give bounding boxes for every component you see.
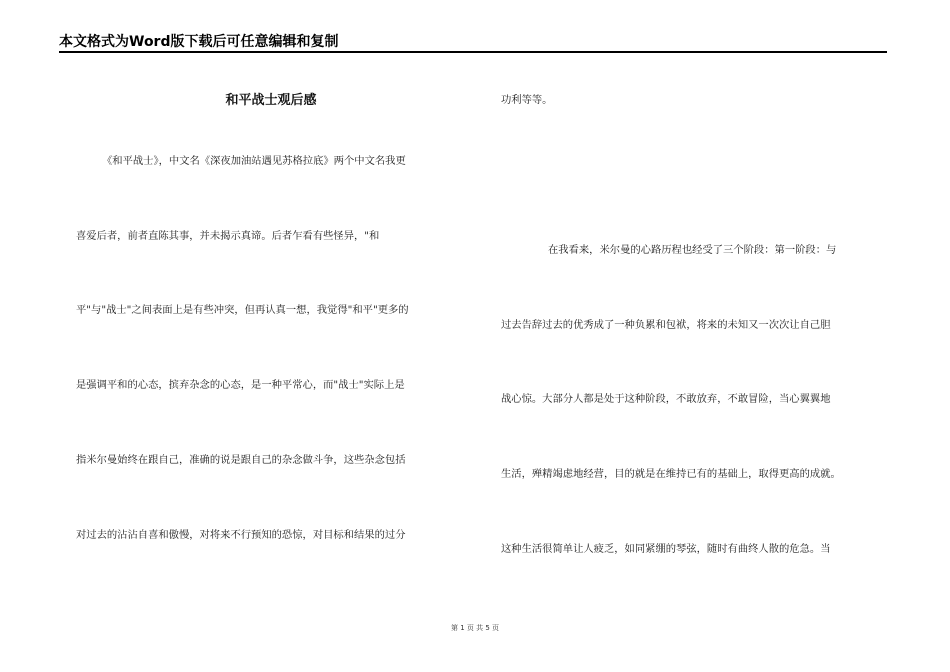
page-header — [59, 33, 887, 53]
left-paragraph-line: 喜爱后者，前者直陈其事，并未揭示真谛。后者乍看有些怪异，"和 — [76, 230, 380, 242]
right-paragraph-line: 生活，殚精竭虑地经营，目的就是在维持已有的基础上，取得更高的成就。 — [501, 468, 841, 480]
header-divider — [59, 51, 887, 53]
document-title: 和平战士观后感 — [225, 93, 317, 108]
right-paragraph-line: 这种生活很简单让人疲乏，如同紧绷的琴弦，随时有曲终人散的危急。当 — [501, 543, 831, 555]
header-text: 本文格式为Word版下载后可任意编辑和复制 — [59, 34, 339, 50]
left-paragraph-line: 平"与"战士"之间表面上是有些冲突，但再认真一想，我觉得"和平"更多的 — [76, 304, 409, 316]
left-paragraph-line: 《和平战士》，中文名《深夜加油站遇见苏格拉底》两个中文名我更 — [102, 155, 406, 167]
right-paragraph-line: 功利等等。 — [501, 94, 553, 106]
left-paragraph-line: 对过去的沾沾自喜和傲慢，对将来不行预知的恐惊，对目标和结果的过分 — [76, 529, 406, 541]
left-paragraph-line: 指米尔曼始终在跟自己，准确的说是跟自己的杂念做斗争，这些杂念包括 — [76, 454, 406, 466]
right-paragraph-line: 过去告辞过去的优秀成了一种负累和包袱，将来的未知又一次次让自己胆 — [501, 319, 831, 331]
left-paragraph-line: 是强调平和的心态，摈弃杂念的心态，是一种平常心，而"战士"实际上是 — [76, 379, 405, 391]
right-paragraph-line: 在我看来，米尔曼的心路历程也经受了三个阶段：第一阶段：与 — [548, 244, 837, 256]
page-number: 第 1 页 共 5 页 — [450, 624, 500, 632]
right-paragraph-line: 战心惊。大部分人都是处于这种阶段，不敢放弃，不敢冒险，当心翼翼地 — [501, 393, 831, 405]
